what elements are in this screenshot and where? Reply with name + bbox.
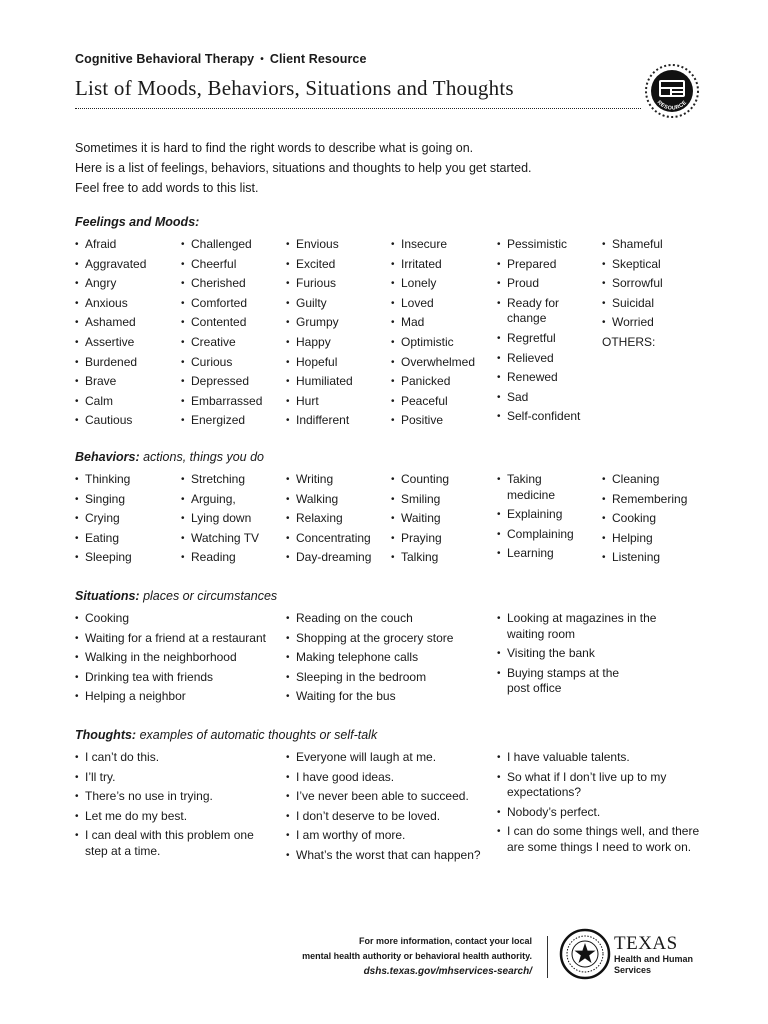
list-item: • Overwhelmed	[391, 355, 491, 371]
list-item: • Talking	[391, 550, 491, 566]
feelings-title: Feelings and Moods:	[75, 215, 200, 229]
title-divider	[75, 108, 641, 109]
list-item: • Regretful	[497, 331, 593, 347]
list-item: • Self-confident	[497, 409, 593, 425]
list-item: • Visiting the bank	[497, 646, 667, 662]
list-item: • Praying	[391, 531, 491, 547]
hhs-logo	[614, 934, 693, 976]
thoughts-column-3	[497, 750, 702, 860]
list-item: • Eating	[75, 531, 175, 547]
footer-contact	[302, 934, 532, 979]
list-item: • Calm	[75, 394, 175, 410]
situations-section-title	[75, 589, 277, 603]
feelings-column-5	[497, 237, 593, 429]
list-item: • Let me do my best.	[75, 809, 280, 825]
list-item: • Comforted	[181, 296, 281, 312]
list-item: • Positive	[391, 413, 491, 429]
list-item: • Waiting for the bus	[286, 689, 491, 705]
list-item: • I can do some things well, and there are some things I need to work on.	[497, 824, 702, 855]
list-item: • Cooking	[75, 611, 280, 627]
list-item: • Ashamed	[75, 315, 175, 331]
list-item: • Pessimistic	[497, 237, 593, 253]
eyebrow	[75, 52, 695, 66]
behaviors-column-6	[602, 472, 712, 570]
list-item: • Nobody’s perfect.	[497, 805, 702, 821]
org-name: TEXAS	[614, 933, 678, 954]
org-subtitle: Services	[614, 965, 652, 975]
list-item: • Stretching	[181, 472, 281, 488]
thoughts-column-2	[286, 750, 491, 868]
list-item: • I am worthy of more.	[286, 828, 491, 844]
list-item: • Helping a neighbor	[75, 689, 280, 705]
list-item: • So what if I don’t live up to my expectations?	[497, 770, 672, 801]
list-item: • Buying stamps at the post office	[497, 666, 622, 697]
list-item: • I can’t do this.	[75, 750, 280, 766]
list-item: • Walking in the neighborhood	[75, 650, 280, 666]
list-item: • Peaceful	[391, 394, 491, 410]
list-item: • I’ll try.	[75, 770, 280, 786]
list-item: • Helping	[602, 531, 712, 547]
list-item: • Proud	[497, 276, 593, 292]
list-item: • Optimistic	[391, 335, 491, 351]
texas-seal-icon	[559, 928, 611, 980]
list-item: • I don’t deserve to be loved.	[286, 809, 491, 825]
list-item: • I’ve never been able to succeed.	[286, 789, 491, 805]
list-item: • Writing	[286, 472, 386, 488]
list-item: • Making telephone calls	[286, 650, 491, 666]
list-item: • Explaining	[497, 507, 593, 523]
list-item: • Sleeping in the bedroom	[286, 670, 491, 686]
list-item: • Concentrating	[286, 531, 386, 547]
list-item: • Waiting	[391, 511, 491, 527]
list-item: • Complaining	[497, 527, 593, 543]
list-item: • Crying	[75, 511, 175, 527]
list-item: • Shameful	[602, 237, 712, 253]
list-item: • Looking at magazines in the waiting room	[497, 611, 667, 642]
list-item: • Contented	[181, 315, 281, 331]
list-item: • Afraid	[75, 237, 175, 253]
list-item: • Drinking tea with friends	[75, 670, 280, 686]
list-item: • Cleaning	[602, 472, 712, 488]
others-label: OTHERS:	[602, 334, 656, 349]
list-item: • What’s the worst that can happen?	[286, 848, 491, 864]
resource-badge-icon	[643, 62, 701, 120]
list-item: • Cherished	[181, 276, 281, 292]
list-item: • Renewed	[497, 370, 593, 386]
list-item: • Excited	[286, 257, 386, 273]
list-item: • Walking	[286, 492, 386, 508]
badge-label: RESOURCE	[655, 99, 689, 112]
list-item: • Energized	[181, 413, 281, 429]
list-item: • Prepared	[497, 257, 593, 273]
situations-column-2	[286, 611, 491, 709]
list-item: • I have valuable talents.	[497, 750, 702, 766]
list-item: • Watching TV	[181, 531, 281, 547]
intro-line: Sometimes it is hard to find the right words to describe what is going on.	[75, 141, 474, 155]
list-item: • Reading	[181, 550, 281, 566]
list-item: • Happy	[286, 335, 386, 351]
footer-line: For more information, contact your local	[358, 936, 532, 946]
list-item: • Sad	[497, 390, 593, 406]
list-item: • Worried	[602, 315, 712, 331]
list-item: • Embarrassed	[181, 394, 281, 410]
intro-text	[75, 138, 532, 198]
behaviors-section-title	[75, 450, 264, 464]
list-item: • Waiting for a friend at a restaurant	[75, 631, 280, 647]
intro-line: Feel free to add words to this list.	[75, 181, 259, 195]
list-item: • Mad	[391, 315, 491, 331]
resource-type-label: Client Resource	[269, 52, 367, 66]
list-item: • Lying down	[181, 511, 281, 527]
list-item: • Hopeful	[286, 355, 386, 371]
list-item: • Hurt	[286, 394, 386, 410]
page-header	[75, 52, 695, 100]
list-item: • Sleeping	[75, 550, 175, 566]
program-label: Cognitive Behavioral Therapy	[75, 52, 255, 66]
list-item: • Thinking	[75, 472, 175, 488]
behaviors-column-2	[181, 472, 281, 570]
list-item: • Indifferent	[286, 413, 386, 429]
list-item: • Suicidal	[602, 296, 712, 312]
list-item: • There’s no use in trying.	[75, 789, 280, 805]
list-item: • Curious	[181, 355, 281, 371]
behaviors-column-4	[391, 472, 491, 570]
behaviors-column-5	[497, 472, 593, 566]
org-subtitle: Health and Human	[614, 954, 694, 964]
behaviors-title: Behaviors:	[75, 450, 140, 464]
list-item: • Burdened	[75, 355, 175, 371]
situations-column-3	[497, 611, 667, 701]
list-item: • Shopping at the grocery store	[286, 631, 491, 647]
list-item: • Angry	[75, 276, 175, 292]
list-item: • Smiling	[391, 492, 491, 508]
list-item: • Remembering	[602, 492, 712, 508]
list-item: • Skeptical	[602, 257, 712, 273]
situations-subtitle: places or circumstances	[143, 589, 278, 603]
list-item: • Insecure	[391, 237, 491, 253]
list-item: • I have good ideas.	[286, 770, 491, 786]
feelings-column-4	[391, 237, 491, 433]
situations-column-1	[75, 611, 280, 709]
list-item: • Lonely	[391, 276, 491, 292]
list-item: • Humiliated	[286, 374, 386, 390]
thoughts-subtitle: examples of automatic thoughts or self-talk	[139, 728, 378, 742]
list-item: • Ready for change	[497, 296, 567, 327]
page-title: List of Moods, Behaviors, Situations and Thoughts	[75, 76, 514, 100]
list-item: • I can deal with this problem one step at a time.	[75, 828, 275, 859]
feelings-section-title	[75, 215, 199, 229]
thoughts-column-1	[75, 750, 280, 864]
list-item: • Cheerful	[181, 257, 281, 273]
behaviors-column-1	[75, 472, 175, 570]
feelings-column-3	[286, 237, 386, 433]
feelings-column-6	[602, 237, 712, 355]
list-item: • Reading on the couch	[286, 611, 491, 627]
list-item: • Creative	[181, 335, 281, 351]
list-item: • Listening	[602, 550, 712, 566]
list-item: • Panicked	[391, 374, 491, 390]
thoughts-title: Thoughts:	[75, 728, 137, 742]
list-item: • Loved	[391, 296, 491, 312]
footer-url-link[interactable]: dshs.texas.gov/mhservices-search/	[363, 966, 532, 977]
behaviors-subtitle: actions, things you do	[143, 450, 265, 464]
list-item: • Furious	[286, 276, 386, 292]
behaviors-column-3	[286, 472, 386, 570]
list-item: • Sorrowful	[602, 276, 712, 292]
feelings-column-1	[75, 237, 175, 433]
list-item: • Singing	[75, 492, 175, 508]
list-item: • Day-dreaming	[286, 550, 386, 566]
list-item: • Relieved	[497, 351, 593, 367]
list-item: • Counting	[391, 472, 491, 488]
list-item: • Irritated	[391, 257, 491, 273]
list-item: • Guilty	[286, 296, 386, 312]
list-item: • Arguing,	[181, 492, 281, 508]
list-item: • Aggravated	[75, 257, 175, 273]
list-item: • Brave	[75, 374, 175, 390]
list-item: • Challenged	[181, 237, 281, 253]
list-item: • Everyone will laugh at me.	[286, 750, 491, 766]
list-item: • Taking medicine	[497, 472, 567, 503]
list-item: • Anxious	[75, 296, 175, 312]
list-item: • Grumpy	[286, 315, 386, 331]
situations-title: Situations:	[75, 589, 140, 603]
footer-divider	[547, 936, 548, 978]
list-item: • Relaxing	[286, 511, 386, 527]
list-item: • Cautious	[75, 413, 175, 429]
footer-line: mental health authority or behavioral health authority.	[302, 951, 532, 961]
list-item: • Assertive	[75, 335, 175, 351]
list-item: • Depressed	[181, 374, 281, 390]
list-item: • Envious	[286, 237, 386, 253]
feelings-column-2	[181, 237, 281, 433]
eyebrow-separator: •	[260, 53, 264, 65]
thoughts-section-title	[75, 728, 377, 742]
intro-line: Here is a list of feelings, behaviors, situations and thoughts to help you get started.	[75, 161, 532, 175]
list-item: • Learning	[497, 546, 593, 562]
list-item: • Cooking	[602, 511, 712, 527]
